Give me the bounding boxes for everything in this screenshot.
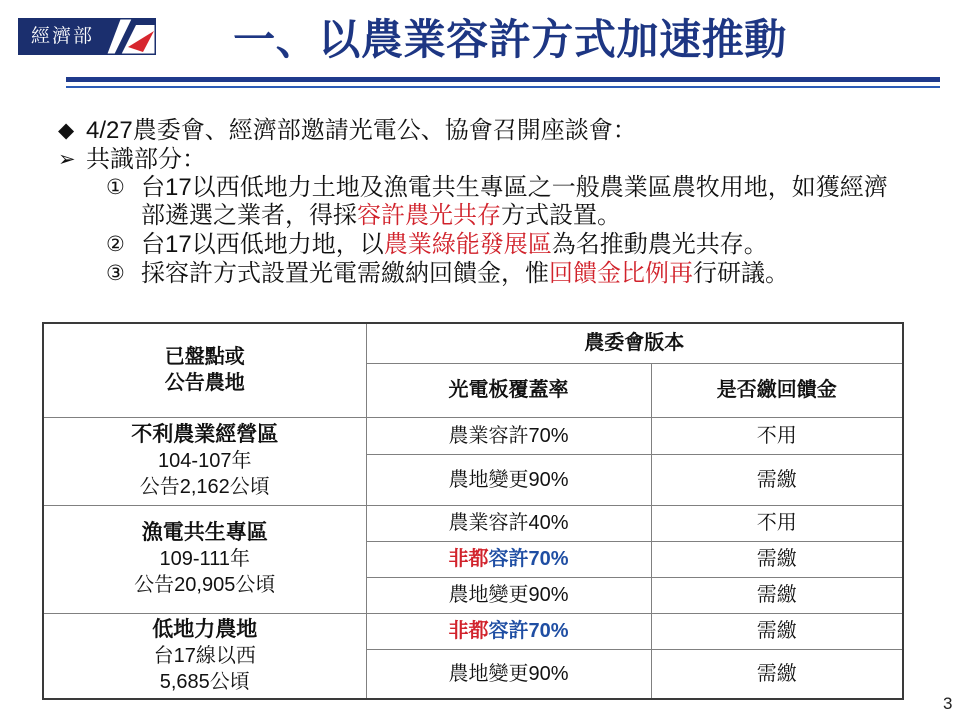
fee-cell: 需繳 [651,577,903,613]
table-row [43,417,903,454]
coverage-suffix: 容許70% [488,620,569,642]
item-3-text-pre: 採容許方式設置光電需繳納回饋金，惟 [141,260,549,287]
fee-cell: 不用 [651,417,903,454]
slide-title: 一、以農業容許方式加速推動 [233,16,787,63]
arrow-bullet-icon: ➢ [58,148,76,171]
table-row [43,613,903,649]
title-rule-thick [66,77,940,82]
item-number-1: ① [106,176,125,199]
coverage-cell: 農地變更90% [366,577,651,613]
land-category-header-line-1: 已盤點或 [164,346,245,369]
item-2-text-pre: 台17以西低地力地，以 [141,231,384,258]
item-2-highlight: 農業綠能發展區 [383,231,552,258]
item-1-highlight: 容許農光共存 [357,202,501,229]
item-3-line [141,260,789,288]
item-1-text-pre: 部遴選之業者，得採 [141,202,357,229]
land-category-header [43,323,366,417]
land-group-area: 5,685公頃 [159,670,250,693]
coa-version-header: 農委會版本 [366,323,903,363]
item-1-text-post: 方式設置。 [501,202,621,229]
coverage-rate-header: 光電板覆蓋率 [366,363,651,417]
item-number-3: ③ [106,262,125,285]
item-3-highlight: 回饋金比例再 [549,260,693,287]
diamond-bullet-icon: ◆ [58,119,75,142]
land-group-cell [43,613,366,699]
land-group-name: 漁電共生專區 [141,521,268,544]
coverage-cell [366,541,651,577]
item-3-text-post: 行研議。 [693,260,789,287]
land-group-cell [43,505,366,613]
fee-cell: 需繳 [651,454,903,505]
consensus-label: 共識部分： [86,146,206,173]
fee-cell: 不用 [651,505,903,541]
item-2-text-post: 為名推動農光共存。 [551,231,768,258]
land-group-detail: 台17線以西 [153,644,256,667]
coverage-cell: 農地變更90% [366,649,651,699]
farmland-comparison-table [42,322,904,700]
item-1-line-1: 台17以西低地力土地及漁電共生專區之一般農業區農牧用地，如獲經濟 [141,174,888,201]
table-row [43,505,903,541]
item-2-line [141,231,768,259]
land-group-area: 公告20,905公頃 [134,574,276,596]
fee-cell: 需繳 [651,649,903,699]
coverage-cell [366,613,651,649]
coverage-suffix: 容許70% [488,548,569,570]
coverage-prefix: 非都 [448,548,489,570]
land-group-cell [43,417,366,505]
item-number-2: ② [106,233,125,256]
logo-text: 經濟部 [31,26,95,47]
title-rule-thin [66,86,940,88]
table-header-row [43,323,903,363]
land-group-area: 公告2,162公頃 [139,476,270,498]
land-category-header-line-2: 公告農地 [164,372,245,395]
page-number: 3 [943,694,953,713]
land-group-name: 低地力農地 [152,617,258,641]
coverage-cell: 農地變更90% [366,454,651,505]
land-group-detail: 109-111年 [159,548,250,570]
land-group-detail: 104-107年 [158,450,252,472]
fee-cell: 需繳 [651,613,903,649]
coverage-cell: 農業容許70% [366,417,651,454]
coverage-prefix: 非都 [448,620,489,642]
meeting-intro-text: 4/27農委會、經濟部邀請光電公、協會召開座談會： [86,117,637,144]
coverage-cell: 農業容許40% [366,505,651,541]
fee-cell: 需繳 [651,541,903,577]
item-1-line-2 [141,202,621,230]
land-group-name: 不利農業經營區 [131,423,279,446]
feedback-fee-header: 是否繳回饋金 [651,363,903,417]
